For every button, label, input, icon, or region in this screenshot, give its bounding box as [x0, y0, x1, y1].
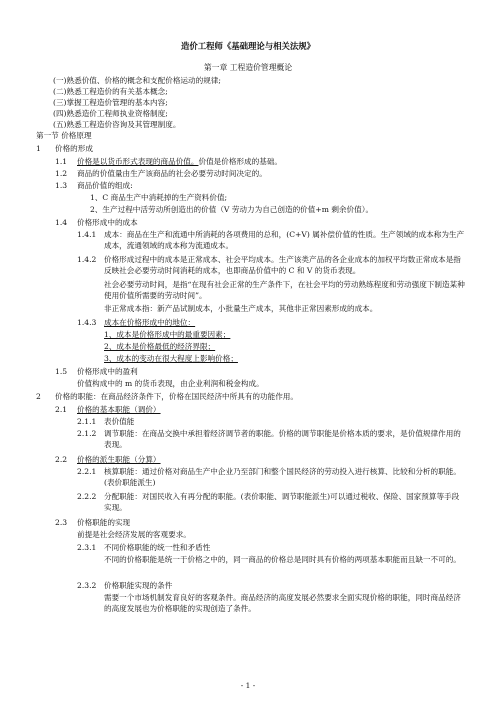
item-number: 1.2 [55, 169, 68, 178]
text-1-4-1: 成本：商品在生产和流通中所消耗的各项费用的总和，(C+V) 属补偿价值的性质。生产领域的成本称为生产成本，流通领域的成本称为流通成本。 [104, 230, 465, 250]
item-number: 2.1 [55, 405, 68, 414]
text-2-3-2a: 需要一个市场机制发育良好的客观条件。商品经济的高度发展必然要求全面实现价格的职能，同时商品经济的高度发展也为价格职能的实现创造了条件。 [104, 593, 461, 613]
page-number: - 1 - [240, 681, 256, 690]
text-2-2-1: 核算职能：通过价格对商品生产中企业乃至部门和整个国民经济的劳动投入进行核算、比较和分析的职能。(表价职能派生) [104, 467, 461, 487]
item-number: 2.3 [55, 518, 68, 527]
item-number: 1.1 [55, 157, 68, 166]
goal-4: (四)熟悉造价工程师执业资格制度; [53, 109, 168, 118]
item-number: 2.3.2 [77, 581, 97, 590]
goal-5: (五)熟悉工程造价咨询及其管理制度。 [53, 120, 181, 129]
item-number: 2.3.1 [77, 543, 97, 552]
item-number: 1 [36, 144, 41, 153]
text-1-4-3-3: 3、成本的变动在很大程度上影响价格； [104, 354, 238, 363]
text-2-3-2: 价格职能实现的条件 [104, 581, 173, 590]
item-number: 2.1.2 [77, 429, 97, 438]
item-number: 2.2.1 [77, 467, 97, 476]
text-2-3-1: 不同价格职能的统一性和矛盾性 [104, 543, 211, 552]
text-1-5a: 价值构成中的 m 的货币表现，由企业利润和税金构成。 [77, 379, 264, 388]
text-1-4-2a: 价格形成过程中的成本是正常成本、社会平均成本。生产该类产品的各企业成本的加权平均数正常成本是指反映社会必要劳动时间消耗的成本，也即商品价值中的 C 和 V 的货币表现。 [104, 255, 461, 275]
chapter-heading: 第一章 工程造价管理概论 [203, 63, 293, 72]
text-1-3: 商品价值的组成: [77, 181, 133, 190]
item-number: 1.4.2 [77, 255, 97, 264]
text-1-4: 价格形成中的成本 [77, 218, 138, 227]
item-number: 2.2 [55, 455, 68, 464]
text-1-4-2c: 非正常成本指：新产品试制成本，小批量生产成本，其他非正常因素形成的成本。 [104, 304, 378, 313]
text-2-2: 价格的派生职能（分算） [77, 455, 161, 464]
text-2-2-2: 分配职能：对国民收入有再分配的职能。(表价职能、调节职能派生)可以通过税收、保险、国家预算等手段实现。 [104, 492, 460, 512]
item-number: 1.4.3 [77, 318, 97, 327]
text-1-4-2b: 社会必要劳动时间，是指“在现有社会正常的生产条件下，在社会平均的劳动熟练程度和劳动强度下制造某种使用价值所需要的劳动时间”。 [104, 280, 465, 300]
text-2-1-1: 表价值能 [104, 417, 135, 426]
item-number: 2.2.2 [77, 492, 97, 501]
goal-1: (一)熟悉价值、价格的概念和支配价格运动的规律; [53, 76, 221, 85]
text-1-3-2: 2、生产过程中活劳动所创造出的价值（V 劳动力为自己创造的价值+m 剩余价值）。 [90, 205, 374, 214]
text-1-1 [77, 156, 282, 167]
item-number: 2.1.1 [77, 417, 97, 426]
text-2-1: 价格的基本职能（调价） [77, 405, 161, 414]
doc-title: 造价工程师《基础理论与相关法规》 [181, 41, 315, 51]
section-heading: 第一节 价格原理 [36, 131, 92, 140]
text-1-2: 商品的价值量由生产该商品的社会必要劳动时间决定的。 [77, 169, 267, 178]
text-1-5: 价格形成中的盈利 [77, 367, 138, 376]
text-1-1-rest: 价值是价格形成的基础。 [198, 157, 283, 166]
text-1-1-underlined: 价格是以货币形式表现的商品价值。 [77, 157, 199, 166]
heading-price-functions: 价格的职能：在商品经济条件下，价格在国民经济中所具有的功能作用。 [55, 392, 298, 401]
goal-3: (三)掌握工程造价管理的基本内容; [53, 98, 168, 107]
heading-price-formation: 价格的形成 [55, 144, 93, 153]
text-1-4-3: 成本在价格形成中的地位： [104, 318, 196, 327]
goal-2: (二)熟悉工程造价的有关基本概念; [53, 87, 168, 96]
item-number: 1.4 [55, 218, 68, 227]
text-2-3-1a: 不同的价格职能是统一于价格之中的，同一商品的价格总是同时具有价格的两项基本职能而且缺一不可的。 [104, 555, 461, 564]
text-1-3-1: 1、C 商品生产中消耗掉的生产资料价值; [90, 193, 228, 202]
text-1-4-3-2: 2、成本是价格最低的经济界限； [104, 342, 216, 351]
item-number: 1.5 [55, 367, 68, 376]
text-2-3: 价格职能的实现 [77, 518, 131, 527]
text-2-1-2: 调节职能：在商品交换中承担着经济调节者的职能。价格的调节职能是价格本质的要求，是价值规律作用的表现。 [104, 429, 461, 449]
item-number: 1.3 [55, 181, 68, 190]
item-number: 1.4.1 [77, 230, 97, 239]
text-2-3a: 前提是社会经济发展的客观要求。 [77, 530, 191, 539]
item-number: 2 [36, 392, 41, 401]
text-1-4-3-1: 1、成本是价格形成中的最重要因素； [104, 330, 231, 339]
